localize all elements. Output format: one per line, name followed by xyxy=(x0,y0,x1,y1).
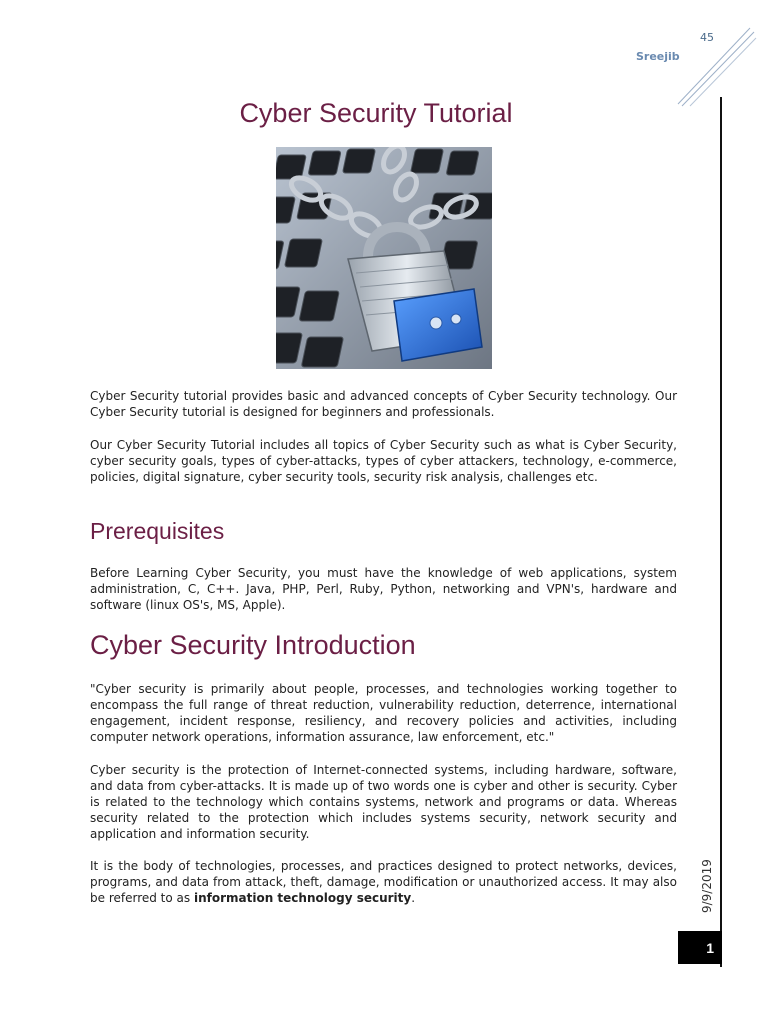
header-page-number: 45 xyxy=(700,31,714,44)
footer-date: 9/9/2019 xyxy=(700,859,714,913)
intro-paragraph-2: Our Cyber Security Tutorial includes all topics of Cyber Security such as what is Cyber Security, cyber security goals, types of cyber-attacks, types of cyber attackers, technology, e-commerce, policies, digital signature, cyber security tools, security risk analysis, challenges etc. xyxy=(90,438,677,484)
body-paragraph-text: It is the body of technologies, processes, and practices designed to protect networks, devices, programs, and data from attack, theft, damage, modification or unauthorized access. It may also be referred to as xyxy=(90,859,677,905)
prerequisites-heading: Prerequisites xyxy=(90,518,225,544)
prerequisites-paragraph: Before Learning Cyber Security, you must have the knowledge of web applications, system administration, C, C++. Java, PHP, Perl, Ruby, Python, networking and VPN's, hardware and software (linux OS's, MS, Apple). xyxy=(90,566,677,612)
body-paragraph-bold-term: information technology security xyxy=(193,891,412,905)
body-paragraph-end: . xyxy=(411,891,416,905)
padlock-keyboard-image xyxy=(276,147,492,369)
page-title: Cyber Security Tutorial xyxy=(239,98,513,128)
introduction-definition: Cyber security is the protection of Internet-connected systems, including hardware, software, and data from cyber-attacks. It is made up of two words one is cyber and other is security. Cyber is related to the technology which contains systems, network and programs or data. Whereas security related to the protection which includes systems security, network security and application and information security. xyxy=(90,763,677,841)
header-decorative-lines xyxy=(670,20,760,110)
right-margin-rule xyxy=(720,97,722,967)
introduction-quote: "Cyber security is primarily about people, processes, and technologies working together to encompass the full range of threat reduction, vulnerability reduction, deterrence, international engagement, incident response, resiliency, and recovery policies and activities, including computer network operations, information assurance, law enforcement, etc." xyxy=(90,682,677,744)
intro-paragraph-1: Cyber Security tutorial provides basic and advanced concepts of Cyber Security technology. Our Cyber Security tutorial is designed for beginners and professionals. xyxy=(90,389,677,419)
introduction-heading: Cyber Security Introduction xyxy=(90,630,416,660)
body-paragraph xyxy=(90,858,677,906)
footer-page-number: 1 xyxy=(678,931,722,964)
header-author: Sreejib xyxy=(636,50,680,63)
